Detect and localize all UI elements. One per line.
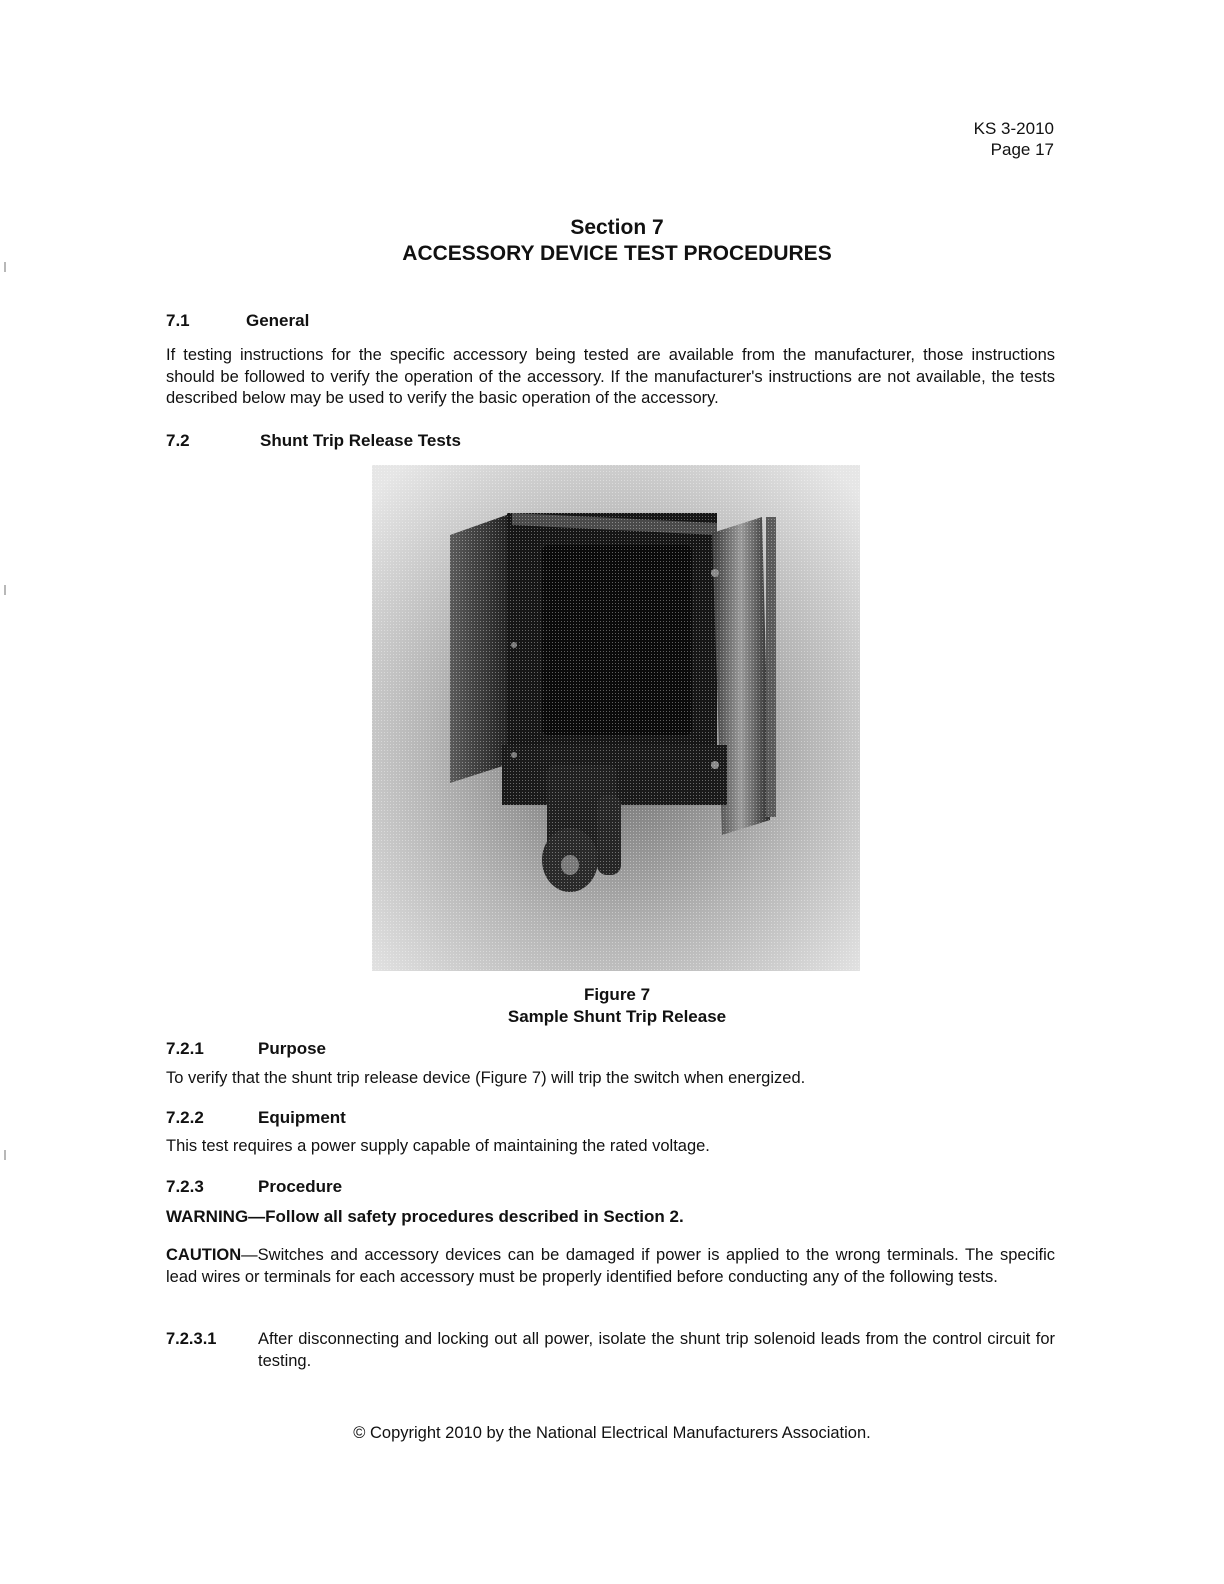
heading-text: Purpose: [258, 1039, 327, 1058]
caution-body: —Switches and accessory devices can be damaged if power is applied to the wrong terminals. The specific lead wires or terminals for each accessory must be properly identified before conducting any of the following tests.: [166, 1246, 1055, 1286]
caution-label: CAUTION: [166, 1246, 242, 1264]
paragraph-7-2-2: This test requires a power supply capable of maintaining the rated voltage.: [166, 1137, 710, 1155]
heading-7-1: [166, 310, 309, 332]
warning-text: WARNING—Follow all safety procedures described in Section 2.: [166, 1207, 684, 1226]
heading-7-2-3: [166, 1176, 342, 1198]
section-heading: ACCESSORY DEVICE TEST PROCEDURES: [402, 242, 832, 265]
step-number: 7.2.3.1: [166, 1330, 217, 1348]
section-number: Section 7: [570, 216, 664, 239]
figure-caption-text: Sample Shunt Trip Release: [507, 1007, 727, 1026]
heading-text: Shunt Trip Release Tests: [260, 431, 461, 450]
figure-7-caption: [0, 984, 1224, 1028]
heading-text: Equipment: [258, 1108, 346, 1127]
heading-7-2-2: [166, 1107, 346, 1129]
page-header: [974, 118, 1054, 160]
figure-label: Figure 7: [583, 985, 651, 1004]
paragraph-7-2-1: To verify that the shunt trip release device (Figure 7) will trip the switch when energized.: [166, 1069, 806, 1087]
step-text: After disconnecting and locking out all power, isolate the shunt trip solenoid leads from the control circuit for testing.: [258, 1330, 1055, 1370]
heading-text: General: [246, 311, 310, 330]
step-7-2-3-1: [166, 1328, 1055, 1372]
caution-paragraph: [166, 1245, 1055, 1288]
heading-number: 7.2.2: [166, 1108, 204, 1127]
document-id: KS 3-2010: [973, 119, 1054, 138]
heading-number: 7.2: [166, 431, 190, 450]
scan-mark: [4, 585, 6, 595]
heading-number: 7.2.3: [166, 1177, 204, 1196]
scan-mark: [4, 1150, 6, 1160]
page-number: Page 17: [990, 140, 1054, 159]
heading-number: 7.2.1: [166, 1039, 204, 1058]
paragraph-7-1: If testing instructions for the specific accessory being tested are available from the manufacturer, those instructions should be followed to verify the operation of the accessory. If the manufacturer's instructions are not available, the tests described below may be used to verify the basic operation of the accessory.: [166, 346, 1055, 407]
scan-mark: [4, 262, 6, 272]
heading-7-2-1: [166, 1038, 326, 1060]
section-title: [0, 215, 1224, 267]
heading-number: 7.1: [166, 311, 190, 330]
copyright-footer: © Copyright 2010 by the National Electrical Manufacturers Association.: [353, 1424, 871, 1442]
heading-text: Procedure: [258, 1177, 343, 1196]
heading-7-2: [166, 430, 461, 452]
figure-7-photo: [372, 465, 860, 971]
